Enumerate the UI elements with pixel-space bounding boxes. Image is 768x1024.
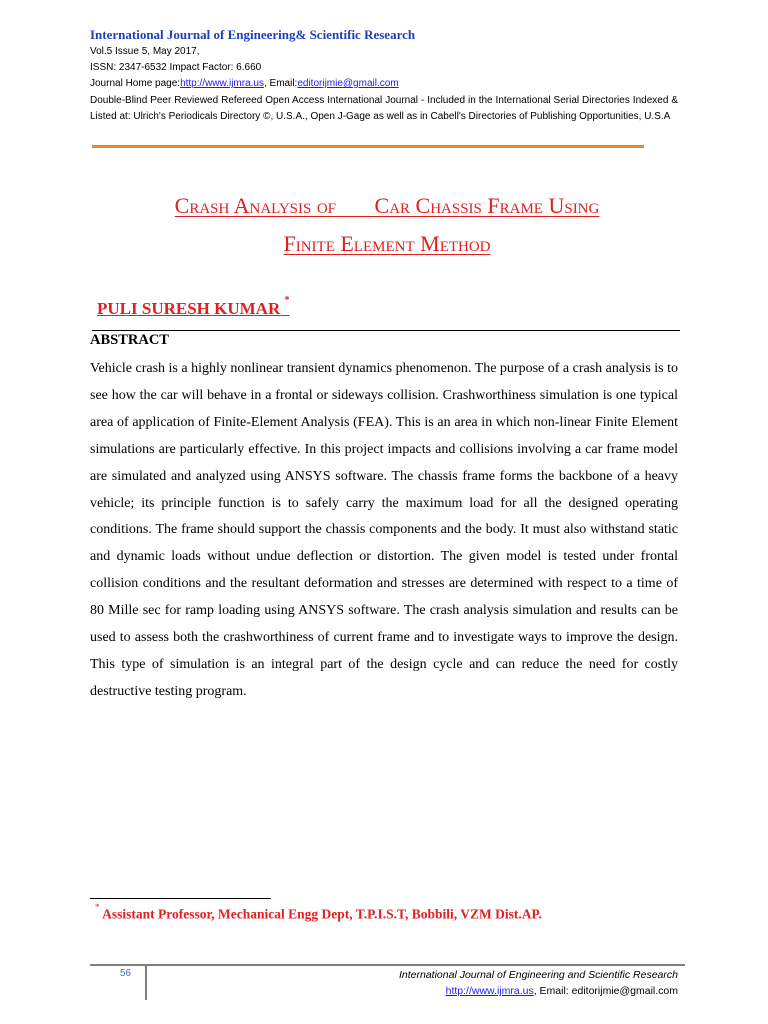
author-name (97, 295, 290, 319)
footer-top-rule (90, 964, 685, 966)
homepage-link[interactable]: http://www.ijmra.us (180, 78, 264, 89)
footer-url-link[interactable]: http://www.ijmra.us (445, 985, 534, 997)
footer-links (446, 985, 678, 997)
paper-title-line-1: Crash Analysis of Car Chassis Frame Using (174, 193, 600, 218)
author-footnote-marker: * (284, 295, 290, 307)
footnote-text: Assistant Professor, Mechanical Engg Dept, T.P.I.S.T, Bobbili, VZM Dist.AP. (99, 906, 542, 922)
footnote-marker: * (95, 902, 100, 912)
footnote (95, 902, 542, 923)
issn-line: ISSN: 2347-6532 Impact Factor: 6.660 (90, 62, 262, 73)
author-divider (92, 330, 680, 331)
abstract-heading: ABSTRACT (90, 332, 169, 348)
paper-title-line-2: Finite Element Method (283, 231, 491, 256)
email-link[interactable]: editorijmie@gmail.com (297, 78, 399, 89)
footer-journal-name: International Journal of Engineering and Scientific Research (398, 969, 678, 981)
homepage-line (90, 77, 399, 91)
header-divider (92, 145, 644, 148)
volume-line: Vol.5 Issue 5, May 2017, (90, 46, 200, 57)
footnote-divider (90, 898, 271, 899)
author-name-text: PULI SURESH KUMAR (97, 299, 281, 318)
homepage-prefix: Journal Home page: (90, 78, 181, 89)
journal-title: International Journal of Engineering& Scientific Research (90, 27, 416, 42)
email-prefix: , Email: (263, 78, 298, 89)
footer-email: , Email: editorijmie@gmail.com (533, 985, 678, 997)
abstract-body: Vehicle crash is a highly nonlinear transient dynamics phenomenon. The purpose of a crash analysis is to see how the car will behave in a frontal or sideways collision. Crashworthiness simulation is one typical area of application of Finite-Element Analysis (FEA). This is an area in which non-linear Finite Element simulations are particularly effective. In this project impacts and collisions involving a car frame model are simulated and analyzed using ANSYS software. The chassis frame forms the backbone of a heavy vehicle; its principle function is to safely carry the maximum load for all the designed operating conditions. The frame should support the chassis components and the body. It must also withstand static and dynamic loads without undue deflection or distortion. The given model is tested under frontal collision conditions and the resultant deformation and stresses are determined with respect to a time of 80 Mille sec for ramp loading using ANSYS software. The crash analysis simulation and results can be used to assess both the crashworthiness of current frame and to investigate ways to improve the design. This type of simulation is an integral part of the design cycle and can reduce the need for costly destructive testing program. (90, 361, 678, 699)
journal-description: Double-Blind Peer Reviewed Refereed Open Access International Journal - Included in the International Serial Directories Indexed & Listed at: Ulrich's Periodicals Directory ©, U.S.A., Open J-Gage as well as in Cabell's Directories of Publishing Opportunities, U.S.A (90, 95, 678, 122)
page-number: 56 (120, 968, 132, 979)
footer-vertical-rule (145, 966, 147, 1000)
